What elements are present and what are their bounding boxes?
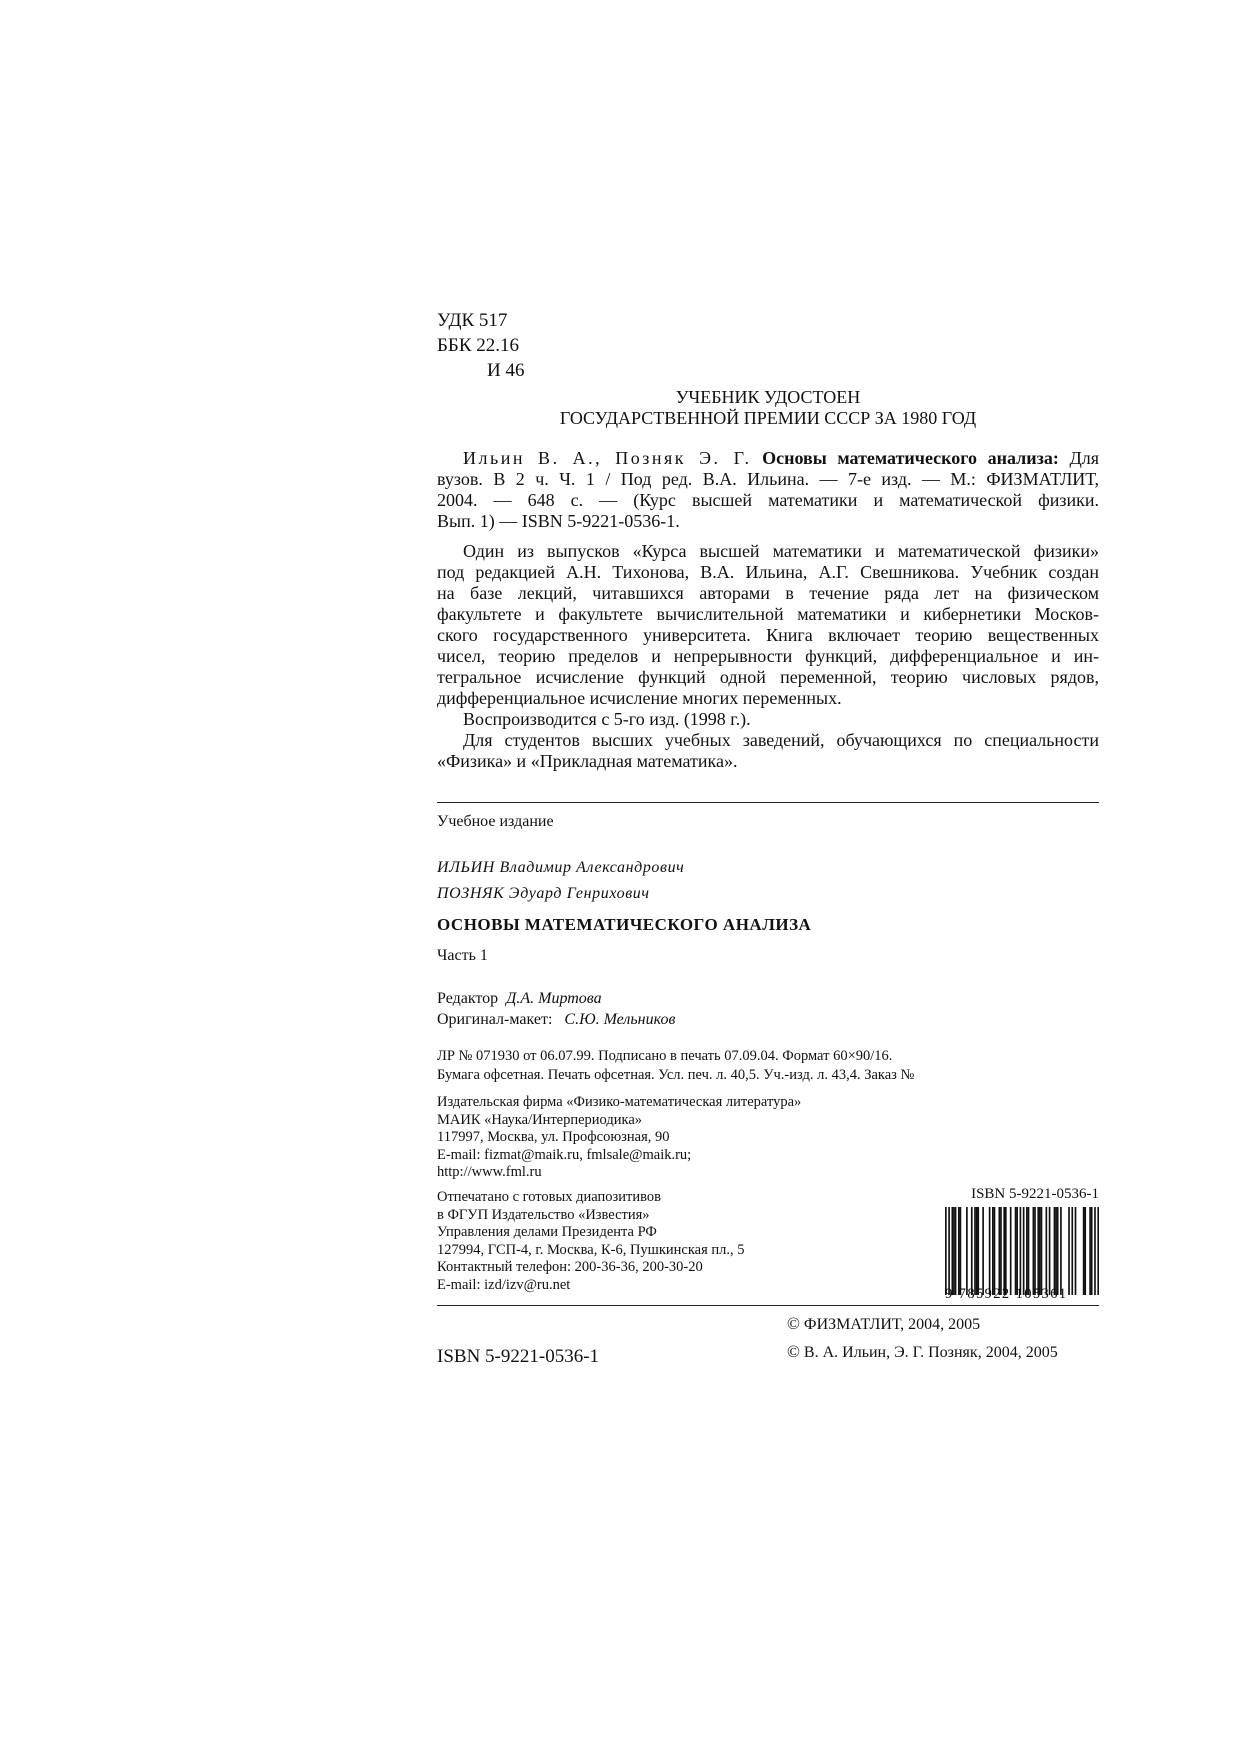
barcode-digits: 9 785922 105361 bbox=[945, 1286, 1068, 1302]
barcode-bar bbox=[992, 1207, 994, 1295]
publisher-info bbox=[437, 1094, 1099, 1182]
reproduced-note: Воспроизводится с 5-го изд. (1998 г.). bbox=[463, 709, 751, 729]
award-line-1: УЧЕБНИК УДОСТОЕН bbox=[675, 387, 861, 407]
publisher-line: E-mail: fizmat@maik.ru, fmlsale@maik.ru; bbox=[437, 1146, 692, 1163]
barcode-bar bbox=[1068, 1207, 1070, 1295]
barcode-bar bbox=[1041, 1207, 1043, 1295]
layout-name: С.Ю. Мельников bbox=[564, 1011, 676, 1028]
barcode-bar bbox=[1094, 1207, 1096, 1295]
copyright-authors-text: В. А. Ильин, Э. Г. Позняк, 2004, 2005 bbox=[803, 1344, 1058, 1361]
barcode-bar bbox=[971, 1207, 973, 1295]
award-line-2: ГОСУДАРСТВЕННОЙ ПРЕМИИ СССР ЗА 1980 ГОД bbox=[559, 408, 977, 428]
barcode-bar bbox=[976, 1207, 978, 1295]
barcode-bar bbox=[1016, 1207, 1018, 1295]
author-2: ПОЗНЯК Эдуард Генрихович bbox=[437, 885, 650, 902]
publisher-line: МАИК «Наука/Интерпериодика» bbox=[437, 1111, 643, 1128]
editor-name: Д.А. Миртова bbox=[506, 990, 602, 1007]
barcode-bar bbox=[1033, 1207, 1035, 1295]
barcode-bar bbox=[1049, 1207, 1051, 1295]
bib-authors: Ильин В. А., Позняк Э. Г. bbox=[463, 448, 752, 468]
barcode-bar bbox=[948, 1207, 950, 1295]
abstract-line: на базе лекций, читавшихся авторами в течение ряда лет на физическом bbox=[437, 583, 1099, 603]
barcode-bar bbox=[953, 1207, 955, 1295]
author-names bbox=[437, 855, 1099, 907]
abstract-line: под редакцией А.Н. Тихонова, В.А. Ильина, А.Г. Свешникова. Учебник создан bbox=[437, 562, 1099, 582]
edition-type: Учебное издание bbox=[437, 813, 554, 830]
editor-label: Редактор bbox=[437, 990, 499, 1007]
barcode-bar bbox=[960, 1207, 962, 1295]
bib-title: Основы математического анализа: bbox=[762, 448, 1059, 468]
barcode-bar bbox=[982, 1207, 984, 1295]
license-info bbox=[437, 1047, 1099, 1085]
printer-line: E-mail: izd/izv@ru.net bbox=[437, 1276, 571, 1293]
printer-line: в ФГУП Издательство «Известия» bbox=[437, 1206, 650, 1223]
barcode-bar bbox=[958, 1207, 960, 1295]
abstract-line: ского государственного университета. Книга включает теорию вещественных bbox=[437, 625, 1099, 645]
barcode-bar bbox=[1089, 1207, 1091, 1295]
barcode-bar bbox=[1083, 1207, 1085, 1295]
barcode-bar bbox=[1026, 1207, 1028, 1295]
barcode-bar bbox=[1005, 1207, 1007, 1295]
abstract bbox=[437, 541, 1099, 772]
barcode-bar bbox=[1057, 1207, 1059, 1295]
udk-code: УДК 517 bbox=[437, 310, 508, 331]
classification-block bbox=[437, 308, 1099, 383]
imprint-divider bbox=[437, 802, 1099, 803]
barcode-bar bbox=[1028, 1207, 1030, 1295]
barcode-bar bbox=[1015, 1207, 1017, 1295]
abstract-line: дифференциальное исчисление многих переменных. bbox=[437, 688, 842, 708]
barcode-bar bbox=[998, 1207, 1000, 1295]
barcode-bar bbox=[1075, 1207, 1077, 1295]
book-title: ОСНОВЫ МАТЕМАТИЧЕСКОГО АНАЛИЗА bbox=[437, 915, 812, 934]
barcode-bar bbox=[989, 1207, 991, 1295]
footer-divider bbox=[437, 1305, 1099, 1306]
printer-line: Управления делами Президента РФ bbox=[437, 1224, 657, 1240]
barcode-bar bbox=[955, 1207, 957, 1295]
copyright-symbol: © bbox=[787, 1314, 800, 1333]
barcode-bar bbox=[1091, 1207, 1093, 1295]
barcode-bar bbox=[1000, 1207, 1002, 1295]
barcode-bar bbox=[1034, 1207, 1036, 1295]
bib-line-2: вузов. В 2 ч. Ч. 1 / Под ред. В.А. Ильина. — 7-е изд. — М.: ФИЗМАТЛИТ, bbox=[437, 469, 1099, 489]
publisher-line: Издательская фирма «Физико-математическая литература» bbox=[437, 1094, 802, 1110]
abstract-line: тегральное исчисление функций одной переменной, теорию числовых рядов, bbox=[437, 667, 1099, 687]
bib-line-4: Вып. 1) — ISBN 5-9221-0536-1. bbox=[437, 511, 680, 531]
bib-line-1-rest: Для bbox=[1069, 448, 1100, 468]
abstract-line: факультете и факультете вычислительной математики и кибернетики Москов- bbox=[437, 604, 1099, 624]
abstract-line: Один из выпусков «Курса высшей математики и математической физики» bbox=[463, 541, 1099, 561]
barcode-bar bbox=[1060, 1207, 1062, 1295]
printer-line: Отпечатано с готовых диапозитивов bbox=[437, 1189, 661, 1205]
barcode-bar bbox=[951, 1207, 953, 1295]
bib-line-1 bbox=[437, 448, 1099, 469]
layout-label: Оригинал-макет: bbox=[437, 1011, 553, 1028]
barcode-bar bbox=[1023, 1207, 1025, 1295]
barcode-bar bbox=[974, 1207, 976, 1295]
layout-row bbox=[437, 1009, 1099, 1030]
award-notice bbox=[437, 387, 1099, 429]
editorial-staff bbox=[437, 988, 1099, 1030]
isbn-number: ISBN 5-9221-0536-1 bbox=[437, 1346, 600, 1367]
barcode-bar bbox=[977, 1207, 979, 1295]
barcode-bar bbox=[1055, 1207, 1057, 1295]
barcode-bar bbox=[945, 1207, 947, 1295]
barcode-bar bbox=[994, 1207, 996, 1295]
barcode-isbn-label: ISBN 5-9221-0536-1 bbox=[971, 1186, 1099, 1202]
author-index: И 46 bbox=[487, 360, 525, 381]
part-number: Часть 1 bbox=[437, 947, 488, 964]
copyright-publisher-text: ФИЗМАТЛИТ, 2004, 2005 bbox=[803, 1316, 981, 1333]
barcode-bar bbox=[1037, 1207, 1039, 1295]
barcode-bar bbox=[1010, 1207, 1012, 1295]
barcode-bar bbox=[1003, 1207, 1005, 1295]
barcode-bar bbox=[1046, 1207, 1048, 1295]
abstract-line: чисел, теорию пределов и непрерывности функций, дифференциальное и ин- bbox=[437, 646, 1099, 666]
printer-line: 127994, ГСП-4, г. Москва, К-6, Пушкинская пл., 5 bbox=[437, 1241, 745, 1258]
bibliographic-record bbox=[437, 448, 1099, 532]
barcode-bar bbox=[966, 1207, 968, 1295]
audience-line-2: «Физика» и «Прикладная математика». bbox=[437, 751, 738, 771]
bib-line-3: 2004. — 648 с. — (Курс высшей математики и математической физики. bbox=[437, 490, 1099, 510]
copyright-symbol: © bbox=[787, 1342, 800, 1361]
barcode-bar bbox=[1039, 1207, 1041, 1295]
copyright-authors bbox=[787, 1342, 1099, 1363]
publisher-line: http://www.fml.ru bbox=[437, 1164, 542, 1180]
author-1: ИЛЬИН Владимир Александрович bbox=[437, 859, 685, 876]
license-line-1: ЛР № 071930 от 06.07.99. Подписано в печать 07.09.04. Формат 60×90/16. bbox=[437, 1048, 893, 1064]
barcode-bar bbox=[1020, 1207, 1022, 1295]
bbk-code: ББК 22.16 bbox=[437, 335, 519, 356]
isbn-barcode bbox=[945, 1185, 1099, 1203]
printer-info bbox=[437, 1189, 887, 1294]
barcode-bars bbox=[945, 1207, 1099, 1295]
barcode-bar bbox=[1097, 1207, 1099, 1295]
barcode-bar bbox=[1071, 1207, 1073, 1295]
editor-row bbox=[437, 988, 1099, 1009]
barcode-bar bbox=[1084, 1207, 1086, 1295]
publisher-line: 117997, Москва, ул. Профсоюзная, 90 bbox=[437, 1129, 670, 1145]
license-line-2: Бумага офсетная. Печать офсетная. Усл. печ. л. 40,5. Уч.-изд. л. 43,4. Заказ № bbox=[437, 1067, 915, 1083]
audience-line-1: Для студентов высших учебных заведений, обучающихся по специальности bbox=[463, 730, 1099, 750]
printer-line: Контактный телефон: 200-36-36, 200-30-20 bbox=[437, 1259, 703, 1275]
barcode-bar bbox=[1054, 1207, 1056, 1295]
copyright-publisher bbox=[787, 1314, 1099, 1335]
